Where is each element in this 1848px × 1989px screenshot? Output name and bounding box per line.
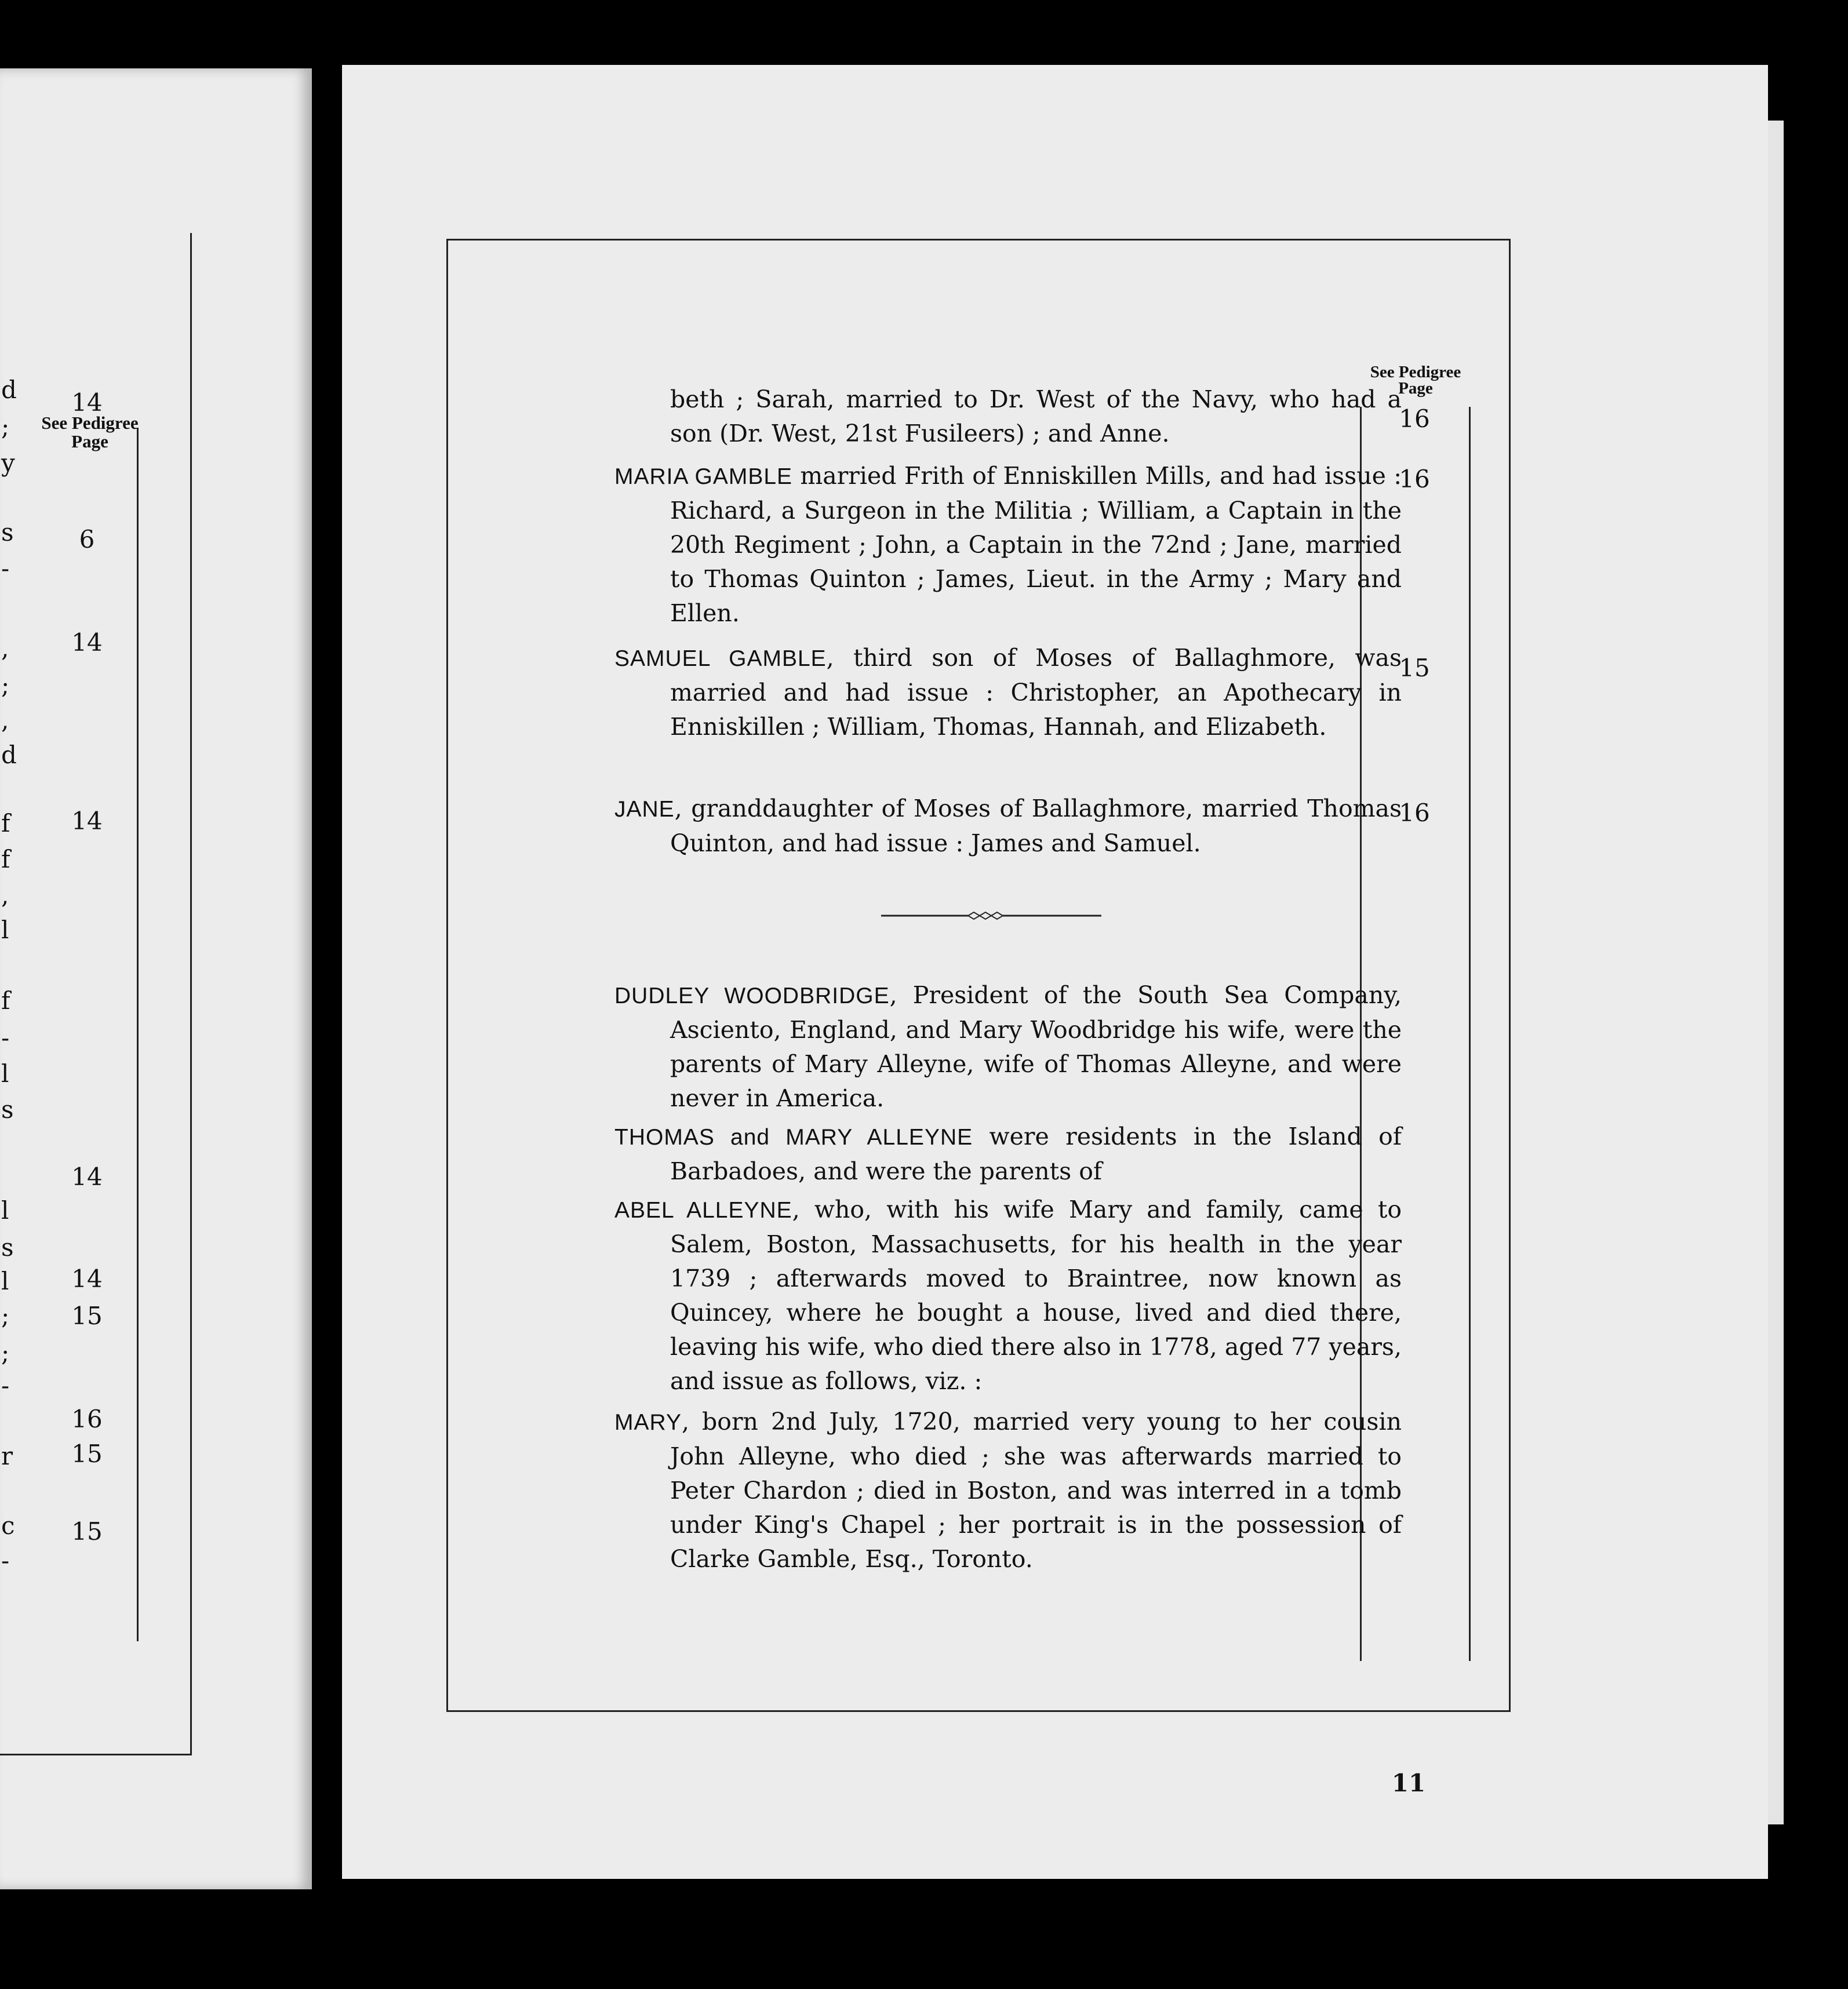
left-page-number: 15 [71, 1517, 103, 1546]
left-line-end: f [1, 986, 10, 1015]
entry-jane [614, 792, 1402, 861]
pedigree-page-number: 15 [1399, 654, 1430, 682]
left-line-end: d [1, 741, 17, 769]
left-page-number: 14 [71, 807, 103, 835]
right-page [342, 65, 1768, 1879]
left-line-end: l [1, 1267, 9, 1295]
entry-name: THOMAS and MARY ALLEYNE [614, 1125, 973, 1150]
left-line-end: - [1, 1371, 10, 1400]
ornamental-divider [881, 910, 1101, 921]
left-page [0, 68, 312, 1889]
left-page-column-rule [137, 428, 139, 1641]
left-page-number: 15 [71, 1440, 103, 1468]
left-page-number: 14 [71, 1163, 103, 1191]
entry-text: , President of the South Sea Company, Asciento, England, and Mary Woodbridge his wife, were the parents of Mary Alleyne, wife of Thomas Alleyne, and were never in America. [670, 981, 1402, 1112]
entry-name: ABEL ALLEYNE [614, 1198, 792, 1223]
left-line-end: , [1, 706, 9, 734]
entry-name: DUDLEY WOODBRIDGE [614, 983, 890, 1008]
entry-text: , third son of Moses of Ballaghmore, was married and had issue : Christopher, an Apothecary in Enniskillen ; William, Thomas, Hannah, and Elizabeth. [670, 644, 1402, 741]
left-line-end: , [1, 634, 9, 662]
left-pedigree-header-text: See Pedigree Page [41, 413, 139, 451]
entry-samuel-gamble [614, 641, 1402, 744]
pedigree-column-header-text: See Pedigree Page [1370, 363, 1461, 398]
left-page-number: 6 [79, 525, 95, 553]
entry-text: , who, with his wife Mary and family, came to Salem, Boston, Massachusetts, for his health in the year 1739 ; afterwards moved to Braintree, now known as Quincey, where he bought a house, lived and died there, leaving his wife, who died there also in 1778, aged 77 years, and issue as follows, viz. : [670, 1196, 1402, 1395]
entry-name: MARIA GAMBLE [614, 464, 793, 489]
entry-name: JANE [614, 797, 675, 822]
left-line-end: , [1, 881, 9, 909]
left-line-end: l [1, 1059, 9, 1088]
page-folio-number: 11 [1391, 1769, 1426, 1797]
left-line-end: c [1, 1511, 15, 1540]
left-line-end: ; [1, 671, 10, 700]
pedigree-page-number: 16 [1399, 465, 1430, 493]
left-line-end: s [1, 1095, 14, 1124]
left-page-number: 14 [71, 628, 103, 657]
entry-text: were residents in the Island of Barbadoes, and were the parents of [670, 1123, 1402, 1185]
left-line-end: - [1, 1023, 10, 1052]
left-line-end: f [1, 845, 10, 873]
left-line-end: ; [1, 1339, 10, 1367]
pedigree-page-number: 16 [1399, 405, 1430, 433]
left-line-end: ; [1, 413, 10, 441]
left-line-end: d [1, 376, 17, 404]
left-line-end: s [1, 518, 14, 547]
entry-name: SAMUEL GAMBLE [614, 646, 827, 671]
left-line-end: l [1, 916, 9, 944]
entry-maria-gamble [614, 459, 1402, 631]
left-line-end: r [1, 1442, 13, 1470]
entry-text: , granddaughter of Moses of Ballaghmore, married Thomas Quinton, and had issue : James and Samuel. [670, 795, 1402, 857]
entry-dudley-woodbridge [614, 978, 1402, 1116]
left-line-end: l [1, 1196, 9, 1225]
left-line-end: f [1, 809, 10, 837]
left-line-end: - [1, 1546, 10, 1575]
pedigree-page-number: 16 [1399, 799, 1430, 827]
entry-abel-alleyne [614, 1193, 1402, 1398]
entry-continuation [614, 382, 1402, 451]
left-page-number: 14 [71, 388, 103, 417]
left-line-end: y [1, 449, 15, 477]
entry-text: beth ; Sarah, married to Dr. West of the Navy, who had a son (Dr. West, 21st Fusileers) ; and Anne. [670, 385, 1402, 447]
entry-text: , born 2nd July, 1720, married very young to her cousin John Alleyne, who died ; she was afterwards married to Peter Chardon ; died in Boston, and was interred in a tomb under King's Chapel ; her portrait is in the possession of Clarke Gamble, Esq., Toronto. [670, 1408, 1402, 1573]
left-pedigree-header [29, 414, 151, 451]
entry-thomas-mary-alleyne [614, 1120, 1402, 1189]
entry-name: MARY [614, 1410, 682, 1435]
pedigree-column-rule-right [1469, 407, 1471, 1661]
left-line-end: s [1, 1233, 14, 1262]
entry-text: married Frith of Enniskillen Mills, and had issue : Richard, a Surgeon in the Militia ; William, a Captain in the 20th Regiment ; John, a Captain in the 72nd ; Jane, married to Thomas Quinton ; James, Lieut. in the Army ; Mary and Ellen. [670, 462, 1402, 627]
left-page-number: 15 [71, 1302, 103, 1330]
left-line-end: - [1, 554, 10, 582]
entry-mary [614, 1405, 1402, 1576]
left-line-end: ; [1, 1302, 10, 1330]
left-page-number: 16 [71, 1405, 103, 1433]
left-page-number: 14 [71, 1265, 103, 1293]
